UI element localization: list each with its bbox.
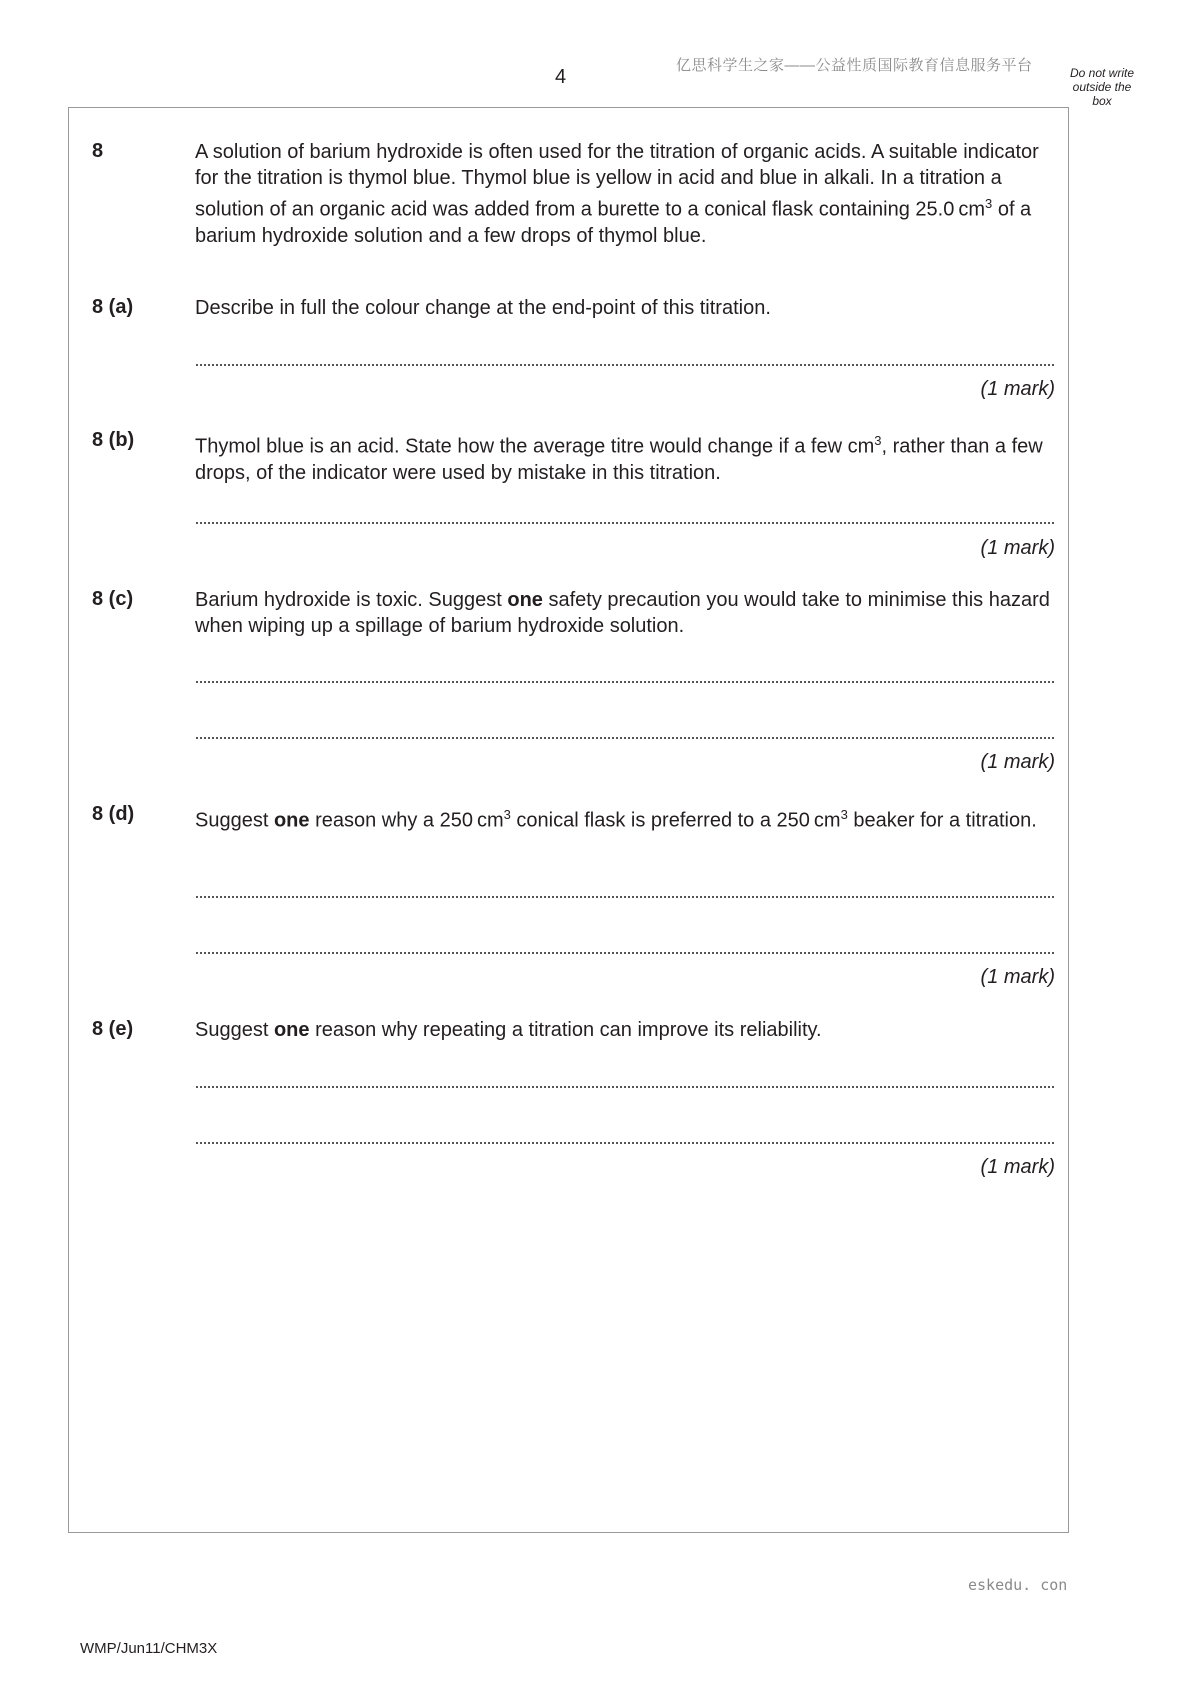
part-d-label: 8 (d)	[92, 803, 135, 825]
answer-line-e2[interactable]	[196, 1138, 1054, 1144]
part-c-mark: (1 mark)	[980, 751, 1055, 773]
answer-line-d1[interactable]	[196, 892, 1054, 898]
part-e-mark: (1 mark)	[980, 1156, 1055, 1178]
part-b-mark: (1 mark)	[980, 537, 1055, 559]
part-d-mark: (1 mark)	[980, 966, 1055, 988]
question-stem: A solution of barium hydroxide is often used for the titration of organic acids. A suitable indicator for the titration is thymol blue. Thymol blue is yellow in acid and blue in alkali. In a titration a solution of an organic acid was added from a burette to a conical flask containing 25.0 $cm^3$ of a barium hydroxide solution and a few drops of thymol blue.	[195, 141, 1039, 247]
site-watermark: eskedu. con	[968, 1576, 1068, 1594]
answer-line-b1[interactable]	[196, 518, 1054, 524]
part-b-label: 8 (b)	[92, 429, 135, 451]
watermark-text: 亿思科学生之家——公益性质国际教育信息服务平台	[676, 57, 1033, 74]
question-number: 8	[92, 140, 104, 162]
part-a-text: Describe in full the colour change at the end-point of this titration.	[195, 297, 771, 319]
paper-code: WMP/Jun11/CHM3X	[80, 1640, 218, 1657]
part-a-mark: (1 mark)	[980, 378, 1055, 400]
part-b-text: Thymol blue is an acid. State how the average titre would change if a few $cm^3$, rather than a few drops, of the indicator were used by mistake in this titration.	[195, 433, 1043, 484]
part-a-label: 8 (a)	[92, 296, 134, 318]
part-c-text: Barium hydroxide is toxic. Suggest one safety precaution you would take to minimise this hazard when wiping up a spillage of barium hydroxide solution.	[195, 589, 1050, 637]
answer-line-e1[interactable]	[196, 1082, 1054, 1088]
part-e-text: Suggest one reason why repeating a titration can improve its reliability.	[195, 1019, 822, 1041]
page-number: 4	[555, 66, 567, 88]
answer-line-d2[interactable]	[196, 948, 1054, 954]
margin-note: Do not write outside the box	[1069, 66, 1135, 108]
answer-line-c2[interactable]	[196, 733, 1054, 739]
answer-line-a1[interactable]	[196, 360, 1054, 366]
part-c-label: 8 (c)	[92, 588, 134, 610]
part-e-label: 8 (e)	[92, 1018, 134, 1040]
part-d-text: Suggest one reason why a 250 $cm^3$ conical flask is preferred to a 250 $cm^3$ beaker for a titration.	[195, 807, 1037, 832]
answer-line-c1[interactable]	[196, 677, 1054, 683]
